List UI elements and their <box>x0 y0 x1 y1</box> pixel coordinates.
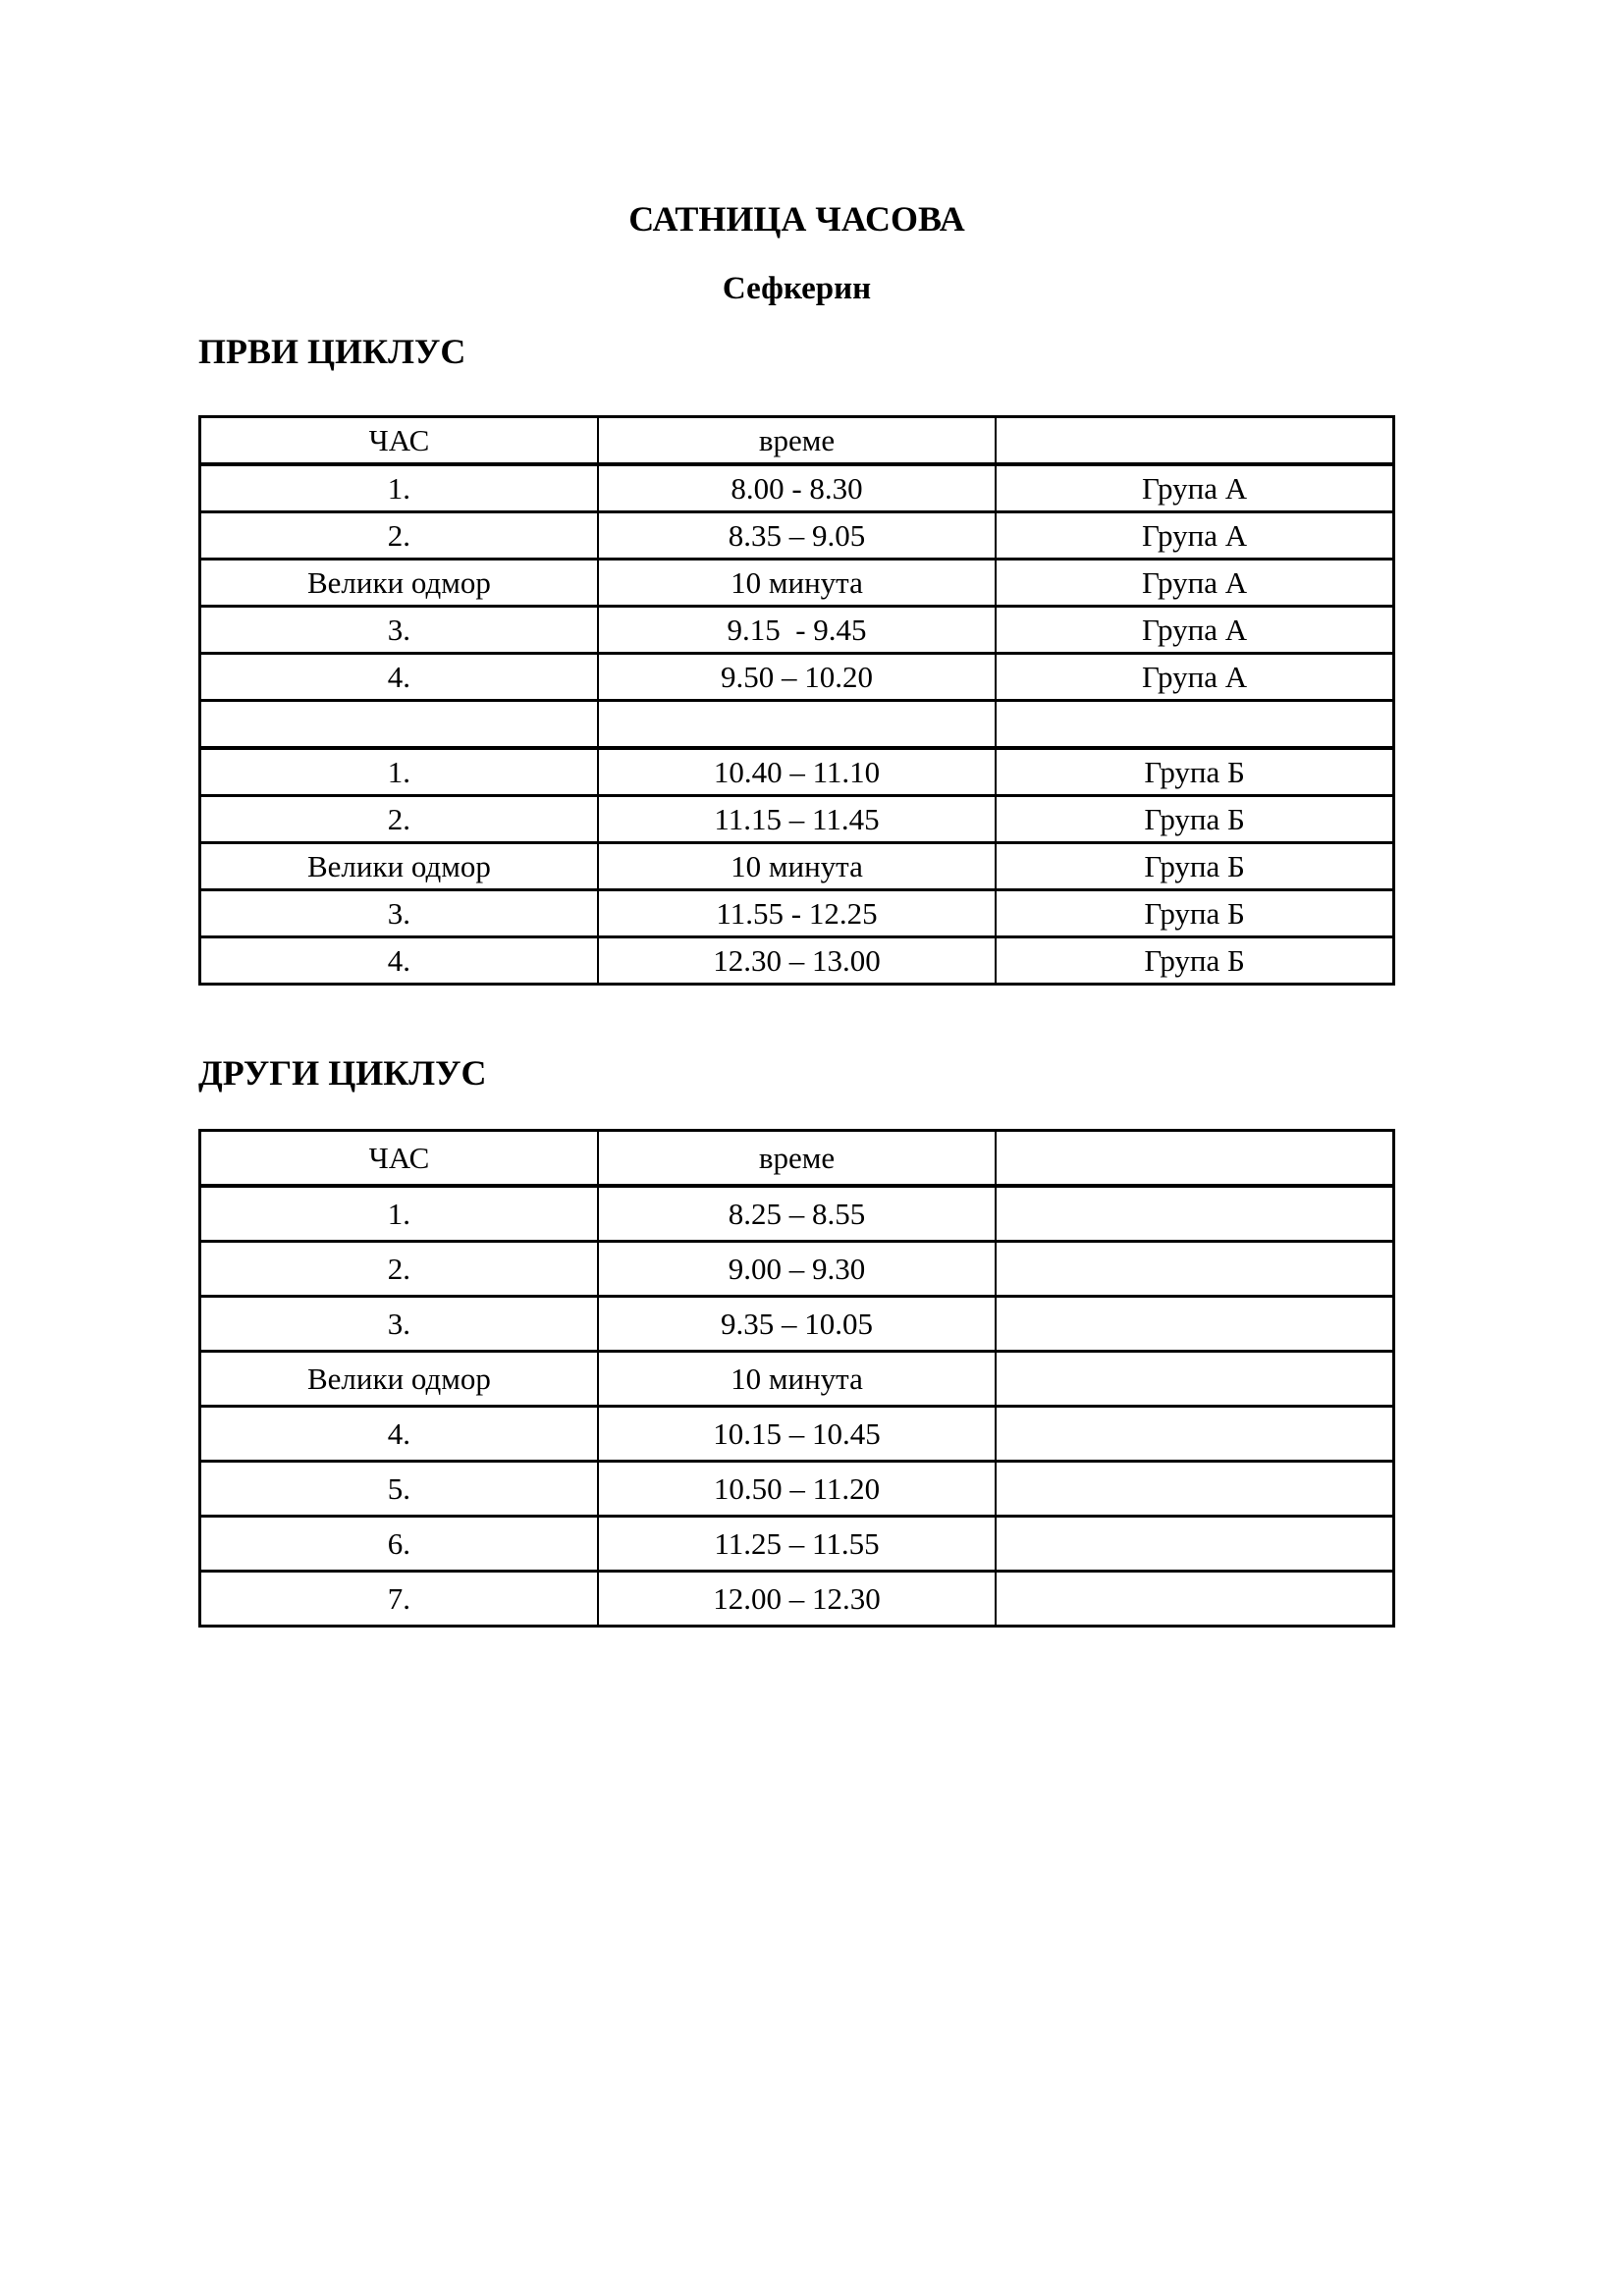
table-cell: 9.35 – 10.05 <box>598 1297 996 1352</box>
table-cell: 12.00 – 12.30 <box>598 1572 996 1627</box>
table-cell: 4. <box>200 654 598 701</box>
table-cell: 6. <box>200 1517 598 1572</box>
section-heading-first-cycle: ПРВИ ЦИКЛУС <box>198 332 466 371</box>
table-cell: Група А <box>996 607 1393 654</box>
table-row <box>200 1297 1394 1352</box>
table-cell: 10.15 – 10.45 <box>598 1407 996 1462</box>
table-header <box>200 417 1394 465</box>
table-cell: 4. <box>200 937 598 985</box>
table-cell: Група Б <box>996 890 1393 937</box>
document-title: САТНИЦА ЧАСОВА <box>628 199 965 239</box>
table-cell: 1. <box>200 464 598 512</box>
table-cell: 10.50 – 11.20 <box>598 1462 996 1517</box>
table-cell: 10 минута <box>598 1352 996 1407</box>
schedule-table-second-cycle <box>198 1129 1395 1628</box>
column-header-group <box>996 417 1393 465</box>
table-row <box>200 1352 1394 1407</box>
table-row <box>200 464 1394 512</box>
table-cell: 11.25 – 11.55 <box>598 1517 996 1572</box>
table-cell: Група Б <box>996 843 1393 890</box>
header-row <box>200 417 1394 465</box>
table-row <box>200 512 1394 560</box>
table-cell <box>996 1572 1393 1627</box>
table-row <box>200 1242 1394 1297</box>
table-cell: Група А <box>996 560 1393 607</box>
separator-row <box>200 701 1394 749</box>
table-cell: 1. <box>200 748 598 796</box>
table-cell <box>996 701 1393 749</box>
table-cell: 3. <box>200 1297 598 1352</box>
table-cell: Велики одмор <box>200 1352 598 1407</box>
table-cell: 2. <box>200 1242 598 1297</box>
table-row <box>200 748 1394 796</box>
section-heading-second-cycle: ДРУГИ ЦИКЛУС <box>198 1053 487 1093</box>
table-cell: 12.30 – 13.00 <box>598 937 996 985</box>
schedule-table-first-cycle <box>198 415 1395 986</box>
table-cell <box>200 701 598 749</box>
column-header-time: време <box>598 417 996 465</box>
table-row <box>200 937 1394 985</box>
table-row <box>200 1407 1394 1462</box>
column-header-hour: ЧАС <box>200 417 598 465</box>
header-row <box>200 1131 1394 1187</box>
table-cell: 9.50 – 10.20 <box>598 654 996 701</box>
column-header-time: време <box>598 1131 996 1187</box>
table-cell: 3. <box>200 607 598 654</box>
table-cell: Група А <box>996 654 1393 701</box>
table-cell <box>996 1407 1393 1462</box>
table-cell: Група А <box>996 464 1393 512</box>
table-cell: Велики одмор <box>200 843 598 890</box>
table-row <box>200 654 1394 701</box>
table-cell: 5. <box>200 1462 598 1517</box>
table-cell: 8.25 – 8.55 <box>598 1186 996 1242</box>
column-header-group <box>996 1131 1393 1187</box>
table-cell: 9.15 - 9.45 <box>598 607 996 654</box>
table-cell <box>996 1462 1393 1517</box>
table-cell: Група Б <box>996 748 1393 796</box>
table-cell: 2. <box>200 796 598 843</box>
table-cell <box>996 1242 1393 1297</box>
table-row <box>200 560 1394 607</box>
table-cell <box>996 1352 1393 1407</box>
table-row <box>200 796 1394 843</box>
table-row <box>200 890 1394 937</box>
table-cell: Група Б <box>996 937 1393 985</box>
table-cell: 11.55 - 12.25 <box>598 890 996 937</box>
table-cell: 2. <box>200 512 598 560</box>
table-row <box>200 1462 1394 1517</box>
document-subtitle: Сефкерин <box>722 271 872 306</box>
table-cell: 3. <box>200 890 598 937</box>
table-cell: 1. <box>200 1186 598 1242</box>
table-cell: Група А <box>996 512 1393 560</box>
table-row <box>200 843 1394 890</box>
table-cell: 7. <box>200 1572 598 1627</box>
table-cell: 4. <box>200 1407 598 1462</box>
table-cell <box>598 701 996 749</box>
table-row <box>200 607 1394 654</box>
table-cell: Велики одмор <box>200 560 598 607</box>
table-cell <box>996 1186 1393 1242</box>
table-row <box>200 1517 1394 1572</box>
table-cell: 8.35 – 9.05 <box>598 512 996 560</box>
table-cell: Група Б <box>996 796 1393 843</box>
table-cell: 10 минута <box>598 843 996 890</box>
table-row <box>200 1186 1394 1242</box>
table-cell: 8.00 - 8.30 <box>598 464 996 512</box>
table-cell <box>996 1517 1393 1572</box>
table-cell <box>996 1297 1393 1352</box>
table-cell: 11.15 – 11.45 <box>598 796 996 843</box>
table-row <box>200 1572 1394 1627</box>
table-cell: 9.00 – 9.30 <box>598 1242 996 1297</box>
table-cell: 10 минута <box>598 560 996 607</box>
table-cell: 10.40 – 11.10 <box>598 748 996 796</box>
column-header-hour: ЧАС <box>200 1131 598 1187</box>
table-header <box>200 1131 1394 1187</box>
